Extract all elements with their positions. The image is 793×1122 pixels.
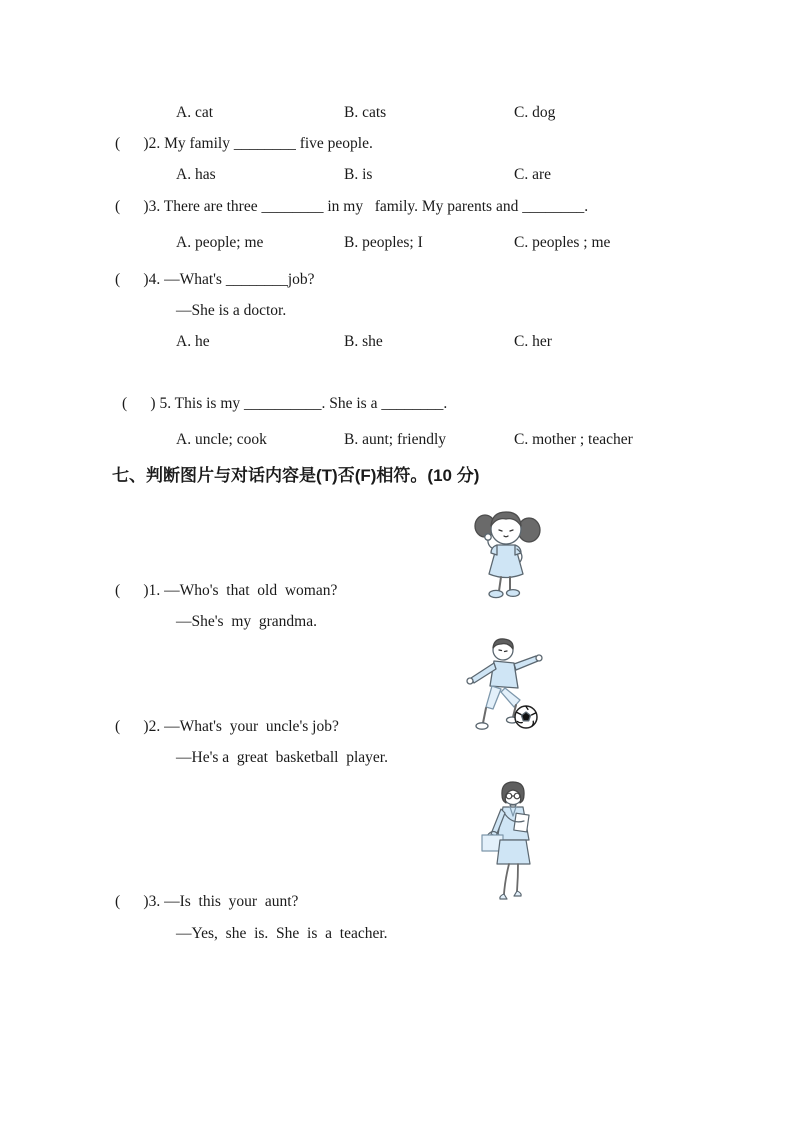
q5-option-b: B. aunt; friendly bbox=[344, 431, 447, 448]
dialog2-answer: —He's a great basketball player. bbox=[176, 749, 388, 766]
boy-kicking-soccer-ball-illustration bbox=[456, 636, 552, 738]
q5-option-a: A. uncle; cook bbox=[176, 431, 267, 448]
q2-option-c: C. are bbox=[514, 166, 552, 183]
woman-teacher-with-bag-illustration bbox=[477, 778, 549, 906]
q2-option-a: A. has bbox=[176, 166, 216, 183]
q4-stem: ( )4. —What's ________job? bbox=[115, 271, 315, 288]
q1-option-a: A. cat bbox=[176, 104, 214, 121]
q3-option-a: A. people; me bbox=[176, 234, 264, 251]
q1-option-c: C. dog bbox=[514, 104, 556, 121]
q4-option-a: A. he bbox=[176, 333, 210, 350]
q2-option-b: B. is bbox=[344, 166, 373, 183]
dialog2-question: ( )2. —What's your uncle's job? bbox=[115, 718, 339, 735]
dialog1-question: ( )1. —Who's that old woman? bbox=[115, 582, 338, 599]
q3-stem: ( )3. There are three ________ in my family. My parents and ________. bbox=[115, 198, 589, 215]
q5-option-c: C. mother ; teacher bbox=[514, 431, 633, 448]
q3-option-c: C. peoples ; me bbox=[514, 234, 611, 251]
dialog3-question: ( )3. —Is this your aunt? bbox=[115, 893, 299, 910]
q5-stem: ( ) 5. This is my __________. She is a ________. bbox=[122, 395, 448, 412]
dialog3-answer: —Yes, she is. She is a teacher. bbox=[176, 925, 388, 942]
q3-option-b: B. peoples; I bbox=[344, 234, 423, 251]
section7-heading: 七、判断图片与对话内容是(T)否(F)相符。(10 分) bbox=[112, 466, 480, 485]
dialog1-answer: —She's my grandma. bbox=[176, 613, 317, 630]
q4-option-c: C. her bbox=[514, 333, 552, 350]
q1-option-b: B. cats bbox=[344, 104, 387, 121]
q4-answer-line: —She is a doctor. bbox=[176, 302, 287, 319]
girl-waving-illustration bbox=[468, 503, 546, 601]
q4-option-b: B. she bbox=[344, 333, 383, 350]
q2-stem: ( )2. My family ________ five people. bbox=[115, 135, 373, 152]
